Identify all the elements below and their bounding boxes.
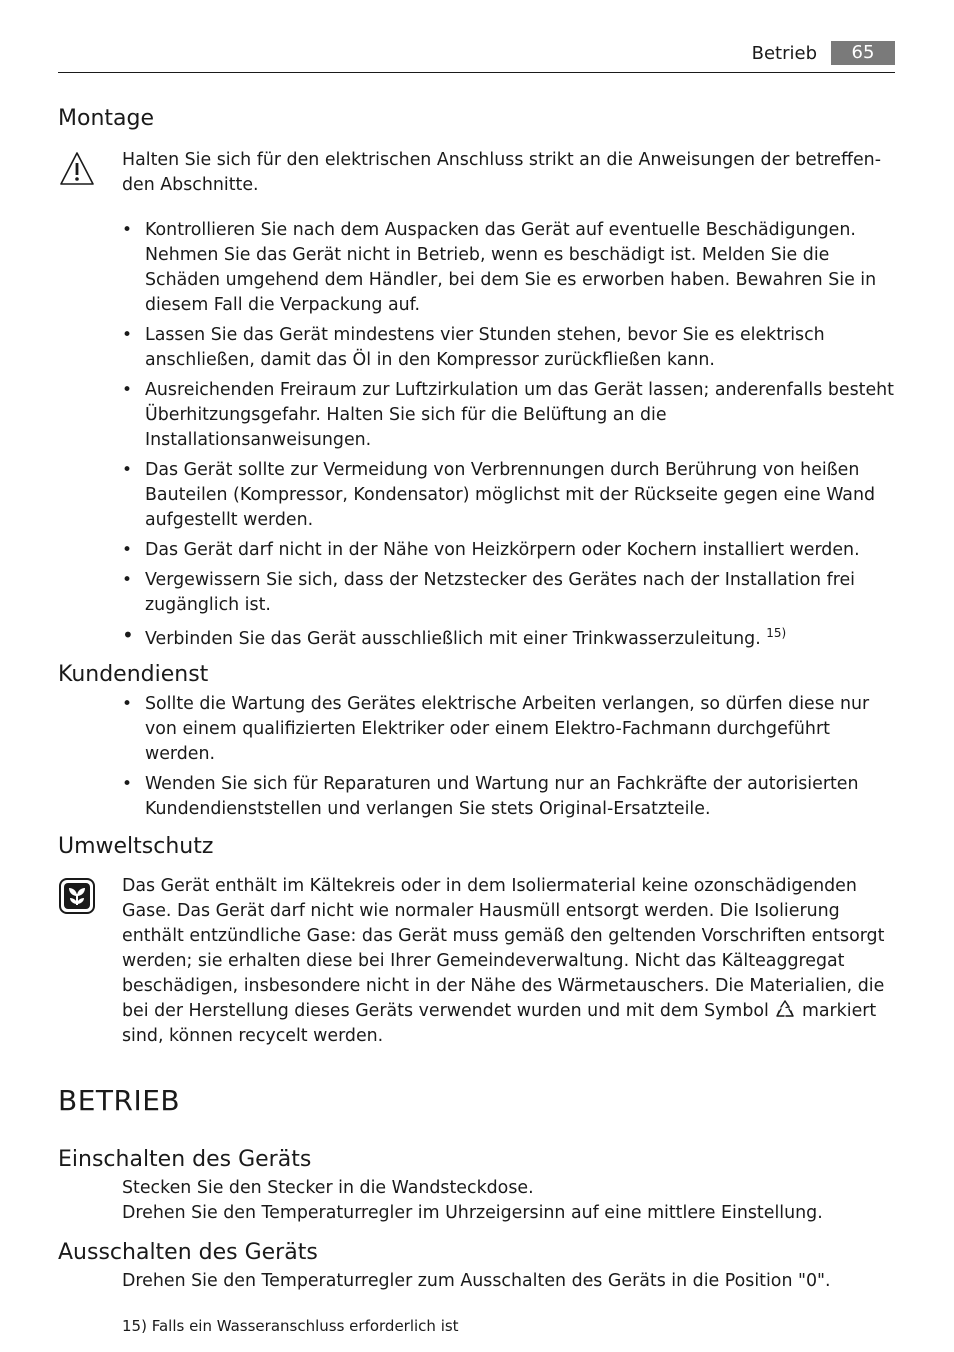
list-item-text: Ausreichenden Freiraum zur Luftzirkulation um das Gerät lassen; anderenfalls besteht Überhitzungsgefahr. Halten Sie sich für die Belüftung an die Installationsanweisungen. <box>145 380 894 450</box>
page-header <box>58 40 895 73</box>
list-item: • Verbinden Sie das Gerät ausschließlich mit einer Trinkwasserzuleitung. $^{15)}$ <box>122 623 787 649</box>
list-item-text: Verbinden Sie das Gerät ausschließlich mit einer Trinkwasserzuleitung. <box>145 629 761 649</box>
list-item: • Sollte die Wartung des Gerätes elektrische Arbeiten verlangen, so dürfen diese nur von einem qualifizierten Elektriker oder einem Elektro-Fachmann durchgeführt werden. <box>122 694 870 764</box>
page-number: 65 <box>831 41 895 65</box>
einschalten-heading: Einschalten des Geräts <box>58 1147 312 1172</box>
list-item: • Wenden Sie sich für Reparaturen und Wartung nur an Fachkräfte der autorisierten Kundendienststellen und verlangen Sie stets Original-Ersatzteile. <box>122 774 859 819</box>
list-item-text: Das Gerät sollte zur Vermeidung von Verbrennungen durch Berührung von heißen Bauteilen (Kompressor, Kondensator) möglichst mit der Rückseite gegen eine Wand aufgestellt werden. <box>145 460 876 530</box>
einschalten-line1: Stecken Sie den Stecker in die Wandsteckdose. <box>122 1178 534 1198</box>
montage-heading: Montage <box>58 106 154 131</box>
list-item-text: Wenden Sie sich für Reparaturen und Wartung nur an Fachkräfte der autorisierten Kundendienststellen und verlangen Sie stets Original-Ersatzteile. <box>145 774 859 819</box>
environment-note <box>58 874 898 1049</box>
warning-note <box>58 148 898 198</box>
kundendienst-heading: Kundendienst <box>58 662 209 687</box>
environment-text <box>122 874 898 1049</box>
list-item-text: Lassen Sie das Gerät mindestens vier Stunden stehen, bevor Sie es elektrisch anschließen, damit das Öl in den Kompressor zurückfließen kann. <box>145 325 825 370</box>
montage-list <box>58 218 898 652</box>
einschalten-line2: Drehen Sie den Temperaturregler im Uhrzeigersinn auf eine mittlere Einstellung. <box>122 1203 823 1223</box>
betrieb-title: BETRIEB <box>58 1084 181 1117</box>
list-item: • Das Gerät darf nicht in der Nähe von Heizkörpern oder Kochern installiert werden. <box>122 540 860 560</box>
recycle-icon <box>774 999 796 1019</box>
list-item-text: Das Gerät darf nicht in der Nähe von Heizkörpern oder Kochern installiert werden. <box>145 540 860 560</box>
list-item-text: Kontrollieren Sie nach dem Auspacken das Gerät auf eventuelle Beschädigungen. Nehmen Sie das Gerät nicht in Betrieb, wenn es beschädigt ist. Melden Sie die Schäden umgehend dem Händler, bei dem Sie es erworben haben. Bewahren Sie in diesem Fall die Verpackung auf. <box>145 220 877 315</box>
ausschalten-line1: Drehen Sie den Temperaturregler zum Ausschalten des Geräts in die Position "0". <box>122 1271 831 1291</box>
list-item: • Vergewissern Sie sich, dass der Netzstecker des Gerätes nach der Installation frei zugänglich ist. <box>122 570 855 615</box>
footnote-ref: 15) <box>766 626 787 640</box>
einschalten-text <box>58 1176 898 1226</box>
warning-text: Halten Sie sich für den elektrischen Anschluss strikt an die Anweisungen der betreffen-den Abschnitte. <box>122 150 881 195</box>
environment-text-part1: Das Gerät enthält im Kältekreis oder in dem Isoliermaterial keine ozonschädigenden Gase. Das Gerät darf nicht wie normaler Hausmüll entsorgt werden. Die Isolierung enthält entzündliche Gase: das Gerät muss gemäß den geltenden Vorschriften entsorgt werden; sie erhalten diese bei Ihrer Gemeindeverwaltung. Nicht das Kälteaggregat beschädigen, insbesondere nicht in der Nähe des Wärmetauschers. Die Materialien, die bei der Herstellung dieses Geräts verwendet wurden und mit dem Symbol <box>122 876 885 1021</box>
ausschalten-text <box>58 1269 898 1294</box>
list-item: • Kontrollieren Sie nach dem Auspacken das Gerät auf eventuelle Beschädigungen. Nehmen Sie das Gerät nicht in Betrieb, wenn es beschädigt ist. Melden Sie die Schäden umgehend dem Händler, bei dem Sie es erworben haben. Bewahren Sie in diesem Fall die Verpackung auf. <box>122 220 877 315</box>
umweltschutz-heading: Umweltschutz <box>58 834 214 859</box>
kundendienst-list <box>58 692 898 822</box>
header-section-title: Betrieb <box>751 43 817 64</box>
list-item: • Lassen Sie das Gerät mindestens vier Stunden stehen, bevor Sie es elektrisch anschließen, damit das Öl in den Kompressor zurückfließen kann. <box>122 325 825 370</box>
list-item: • Das Gerät sollte zur Vermeidung von Verbrennungen durch Berührung von heißen Bauteilen (Kompressor, Kondensator) möglichst mit der Rückseite gegen eine Wand aufgestellt werden. <box>122 460 876 530</box>
environment-text-part2: markiert sind, können recycelt werden. <box>122 1001 877 1046</box>
environment-icon <box>58 877 96 915</box>
list-item-text: Vergewissern Sie sich, dass der Netzstecker des Gerätes nach der Installation frei zugänglich ist. <box>145 570 855 615</box>
page-content <box>58 104 898 1336</box>
list-item-text: Sollte die Wartung des Gerätes elektrische Arbeiten verlangen, so dürfen diese nur von einem qualifizierten Elektriker oder einem Elektro-Fachmann durchgeführt werden. <box>145 694 870 764</box>
footnote: 15) Falls ein Wasseranschluss erforderlich ist <box>122 1317 459 1335</box>
warning-triangle-icon <box>58 150 96 188</box>
ausschalten-heading: Ausschalten des Geräts <box>58 1240 318 1265</box>
list-item: • Ausreichenden Freiraum zur Luftzirkulation um das Gerät lassen; anderenfalls besteht Überhitzungsgefahr. Halten Sie sich für die Belüftung an die Installationsanweisungen. <box>122 380 894 450</box>
